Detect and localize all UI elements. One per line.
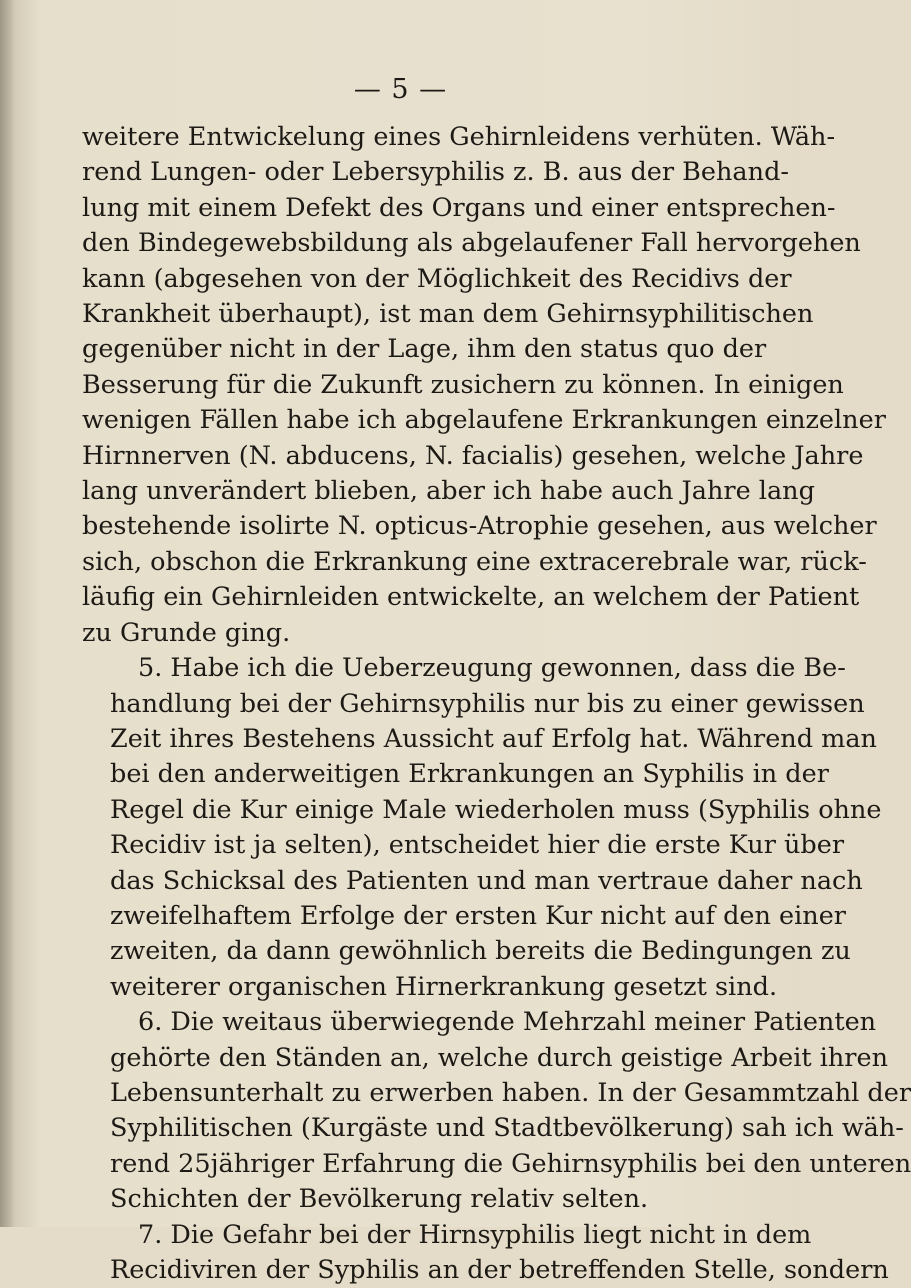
text-line: Lebensunterhalt zu erwerben haben. In der Gesammtzahl der [110,1077,911,1108]
text-line: 6. Die weitaus überwiegende Mehrzahl meiner Patienten [138,1007,877,1038]
text-line: 7. Die Gefahr bei der Hirnsyphilis liegt nicht in dem [138,1219,812,1250]
text-line: Regel die Kur einige Male wiederholen muss (Syphilis ohne [110,794,882,825]
text-line: Besserung für die Zukunft zusichern zu können. In einigen [82,369,844,400]
text-line: bestehende isolirte N. opticus-Atrophie gesehen, aus welcher [82,511,877,542]
text-line: gehörte den Ständen an, welche durch geistige Arbeit ihren [110,1042,888,1073]
text-line: weiterer organischen Hirnerkrankung gesetzt sind. [110,971,778,1002]
text-line: den Bindegewebsbildung als abgelaufener Fall hervorgehen [82,228,861,259]
text-line: 5. Habe ich die Ueberzeugung gewonnen, dass die Be- [138,653,846,684]
paragraph-1 [82,120,886,651]
text-line: handlung bei der Gehirnsyphilis nur bis zu einer gewissen [110,688,865,719]
page-binding-shadow [0,0,14,1227]
text-line: lang unverändert blieben, aber ich habe auch Jahre lang [82,476,815,507]
text-line: zweiten, da dann gewöhnlich bereits die Bedingungen zu [110,936,851,967]
text-line: lung mit einem Defekt des Organs und einer entsprechen- [82,192,836,223]
text-line: weitere Entwickelung eines Gehirnleidens verhüten. Wäh- [82,122,836,152]
text-line: rend 25jähriger Erfahrung die Gehirnsyphilis bei den unteren [110,1148,911,1179]
text-line: bei den anderweitigen Erkrankungen an Syphilis in der [110,759,829,790]
paragraph-4 [82,1218,889,1288]
text-line: Krankheit überhaupt), ist man dem Gehirnsyphilitischen [82,299,814,330]
text-line: Recidiviren der Syphilis an der betreffenden Stelle, sondern [110,1255,889,1285]
text-line: gegenüber nicht in der Lage, ihm den status quo der [82,334,767,365]
text-line: Schichten der Bevölkerung relativ selten. [110,1184,649,1215]
paragraph-3 [82,1005,911,1217]
text-line: Syphilitischen (Kurgäste und Stadtbevölkerung) sah ich wäh- [110,1113,904,1144]
text-line: sich, obschon die Erkrankung eine extracerebrale war, rück- [82,546,867,577]
text-line: Zeit ihres Bestehens Aussicht auf Erfolg hat. Während man [110,723,877,754]
text-line: zu Grunde ging. [82,617,291,648]
paragraph-2 [82,651,882,1005]
text-line: kann (abgesehen von der Möglichkeit des Recidivs der [82,263,792,294]
text-line: Recidiv ist ja selten), entscheidet hier die erste Kur über [110,830,845,861]
page-number: — 5 — [353,74,448,105]
text-line: Hirnnerven (N. abducens, N. facialis) gesehen, welche Jahre [82,440,864,471]
text-line: zweifelhaftem Erfolge der ersten Kur nicht auf den einer [110,900,847,931]
text-line: das Schicksal des Patienten und man vertraue daher nach [110,865,863,896]
text-line: rend Lungen- oder Lebersyphilis z. B. aus der Behand- [82,157,790,188]
text-line: wenigen Fällen habe ich abgelaufene Erkrankungen einzelner [82,405,886,436]
body-text [82,120,911,1288]
text-line: läufig ein Gehirnleiden entwickelte, an welchem der Patient [82,582,860,613]
